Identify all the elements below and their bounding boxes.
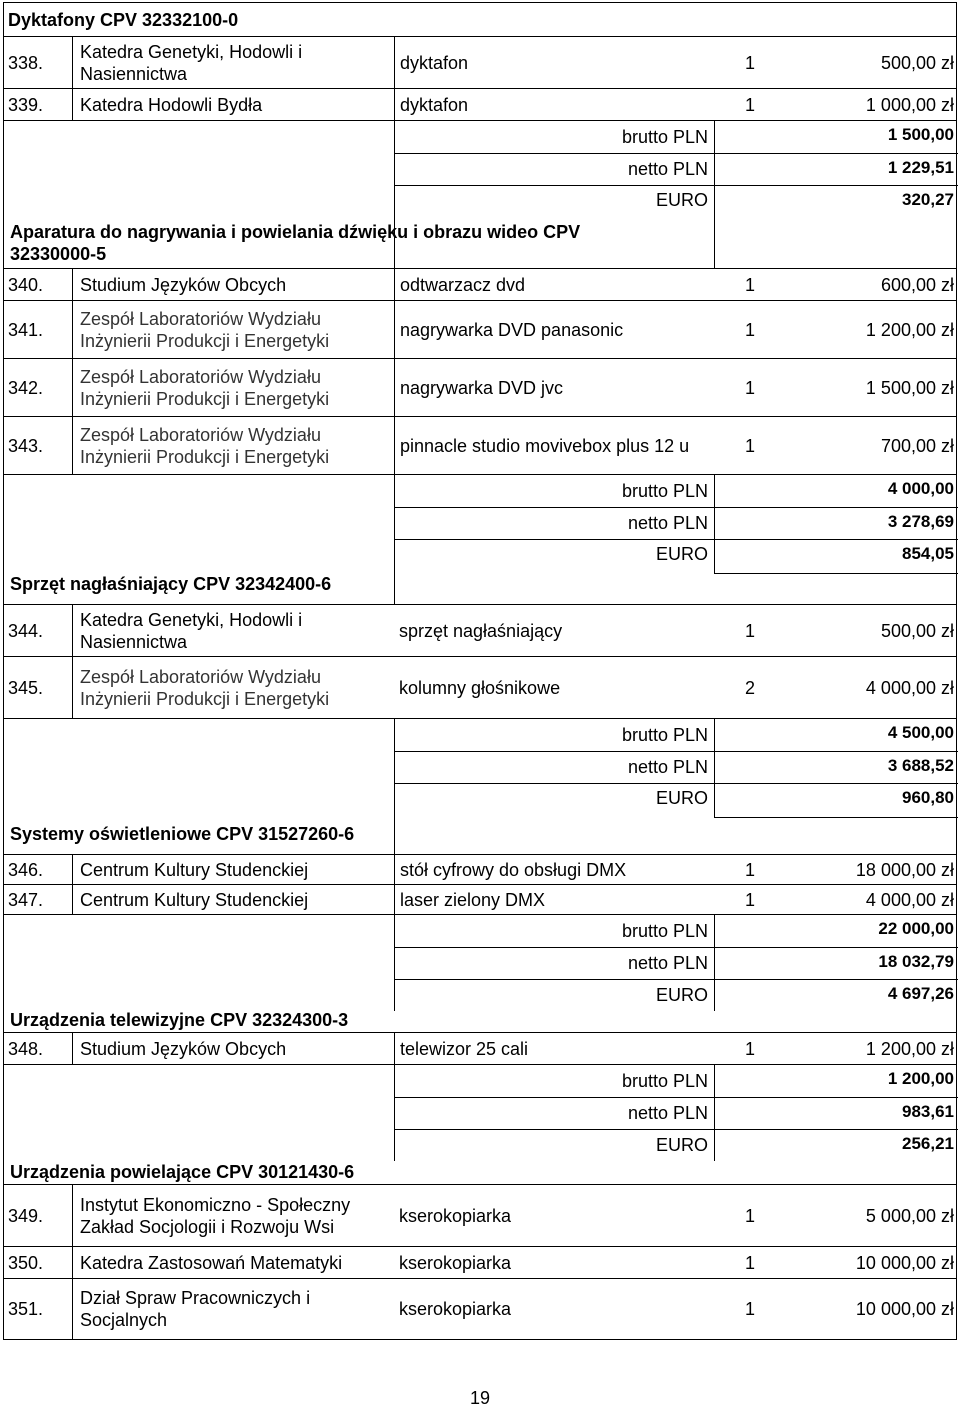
price: 600,00 zł: [880, 274, 954, 295]
quantity: 1: [744, 435, 755, 456]
unit-name: Centrum Kultury Studenckiej: [72, 885, 394, 914]
summary-euro: [394, 979, 958, 1011]
row-number: 344.: [8, 620, 44, 641]
summary-euro: [394, 539, 958, 605]
summary-block: [3, 1064, 957, 1184]
unit-name: Zespół Laboratoriów Wydziału Inżynierii Produkcji i Energetyki: [72, 301, 394, 358]
summary-euro: [394, 783, 958, 855]
summary-brutto: [394, 915, 958, 947]
unit-name: Studium Języków Obcych: [72, 269, 394, 300]
table-row: [3, 656, 957, 718]
brutto-value: 4 000,00: [714, 475, 958, 507]
netto-label: netto PLN: [394, 508, 714, 539]
table-row: [3, 358, 957, 416]
table-row: [3, 88, 957, 120]
section-title: Urządzenia powielające CPV 30121430-6: [10, 1162, 355, 1182]
price: 10 000,00 zł: [855, 1252, 954, 1273]
row-number: 338.: [8, 52, 44, 73]
netto-label: netto PLN: [394, 154, 714, 185]
euro-value: 256,21: [714, 1130, 958, 1161]
section-title: Dyktafony CPV 32332100-0: [8, 10, 239, 30]
unit-name: Katedra Genetyki, Hodowli i Nasiennictwa: [72, 37, 394, 88]
brutto-label: brutto PLN: [394, 915, 714, 947]
euro-value: 960,80: [714, 784, 958, 818]
item-name: laser zielony DMX: [394, 885, 714, 914]
row-number: 343.: [8, 435, 44, 456]
unit-name: Katedra Zastosowań Matematyki: [72, 1247, 394, 1278]
price: 700,00 zł: [880, 435, 954, 456]
item-name: kserokopiarka: [399, 1205, 512, 1226]
euro-label: EURO: [394, 784, 714, 855]
table-row: [3, 1184, 957, 1246]
row-number: 339.: [8, 94, 44, 115]
quantity: 1: [744, 274, 755, 295]
euro-label: EURO: [394, 1130, 714, 1161]
unit-name: Zespół Laboratoriów Wydziału Inżynierii Produkcji i Energetyki: [72, 657, 394, 718]
netto-value: 18 032,79: [714, 948, 958, 979]
item-name: kserokopiarka: [399, 1299, 512, 1319]
item-name: pinnacle studio movivebox plus 12 u: [394, 417, 714, 474]
unit-name: Dział Spraw Pracowniczych i Socjalnych: [72, 1279, 394, 1339]
brutto-label: brutto PLN: [394, 719, 714, 751]
section-header-row: [3, 2, 957, 36]
quantity: 1: [744, 319, 755, 340]
item-name: sprzęt nagłaśniający: [399, 620, 563, 641]
summary-netto: [394, 1097, 958, 1129]
summary-netto: [394, 153, 958, 185]
euro-label: EURO: [394, 980, 714, 1011]
summary-brutto: [394, 475, 958, 507]
price: 1 200,00 zł: [865, 319, 954, 340]
summary-brutto: [394, 719, 958, 751]
summary-block: [3, 120, 957, 268]
row-number: 349.: [8, 1205, 44, 1226]
item-name: odtwarzacz dvd: [394, 269, 714, 300]
netto-label: netto PLN: [394, 752, 714, 783]
item-name: telewizor 25 cali: [394, 1033, 714, 1064]
table-row: [3, 268, 957, 300]
page-number: 19: [469, 1388, 491, 1408]
summary-block: [3, 474, 957, 604]
euro-value: 854,05: [714, 540, 958, 574]
quantity: 2: [744, 677, 755, 698]
quantity: 1: [744, 52, 755, 73]
quantity: 1: [744, 1252, 755, 1273]
table-row: [3, 1032, 957, 1064]
netto-value: 1 229,51: [714, 154, 958, 185]
unit-name: Katedra Hodowli Bydła: [72, 89, 394, 120]
table-row: [3, 1278, 957, 1340]
item-name: dyktafon: [394, 37, 714, 88]
euro-value: 320,27: [714, 186, 958, 269]
row-number: 346.: [8, 859, 44, 880]
price: 18 000,00 zł: [855, 859, 954, 880]
price: 500,00 zł: [880, 620, 954, 641]
summary-brutto: [394, 1065, 958, 1097]
row-number: 350.: [8, 1252, 44, 1273]
netto-value: 983,61: [714, 1098, 958, 1129]
table-row: [3, 884, 957, 914]
quantity: 1: [744, 620, 755, 641]
price: 1 500,00 zł: [865, 377, 954, 398]
item-name: stół cyfrowy do obsługi DMX: [394, 855, 714, 884]
quantity: 1: [744, 889, 755, 910]
brutto-value: 1 200,00: [714, 1065, 958, 1097]
price: 10 000,00 zł: [855, 1299, 954, 1319]
row-number: 340.: [8, 274, 44, 295]
brutto-value: 22 000,00: [714, 915, 958, 947]
table-row: [3, 300, 957, 358]
table-row: [3, 36, 957, 88]
unit-name: Katedra Genetyki, Hodowli i Nasiennictwa: [72, 605, 394, 656]
netto-value: 3 278,69: [714, 508, 958, 539]
price: 4 000,00 zł: [865, 889, 954, 910]
quantity: 1: [744, 859, 755, 880]
price: 5 000,00 zł: [865, 1205, 954, 1226]
row-number: 345.: [8, 677, 44, 698]
netto-label: netto PLN: [394, 1098, 714, 1129]
table-row: [3, 854, 957, 884]
summary-netto: [394, 507, 958, 539]
table-row: [3, 416, 957, 474]
section-title: Urządzenia telewizyjne CPV 32324300-3: [10, 1010, 349, 1030]
unit-name: Centrum Kultury Studenckiej: [72, 855, 394, 884]
price: 500,00 zł: [880, 52, 954, 73]
section-title: Systemy oświetleniowe CPV 31527260-6: [10, 824, 355, 844]
brutto-value: 4 500,00: [714, 719, 958, 751]
item-name: nagrywarka DVD panasonic: [394, 301, 714, 358]
quantity: 1: [744, 1038, 755, 1059]
unit-name: Zespół Laboratoriów Wydziału Inżynierii Produkcji i Energetyki: [72, 359, 394, 416]
section-title: Aparatura do nagrywania i powielania dźwięku i obrazu wideo CPV 32330000-5: [10, 222, 581, 264]
quantity: 1: [744, 1205, 755, 1226]
item-name: kserokopiarka: [399, 1252, 512, 1273]
row-number: 348.: [8, 1038, 44, 1059]
brutto-value: 1 500,00: [714, 121, 958, 153]
section-title: Sprzęt nagłaśniający CPV 32342400-6: [10, 574, 332, 594]
summary-netto: [394, 751, 958, 783]
brutto-label: brutto PLN: [394, 1065, 714, 1097]
table-row: [3, 604, 957, 656]
price: 4 000,00 zł: [865, 677, 954, 698]
brutto-label: brutto PLN: [394, 475, 714, 507]
summary-block: [3, 914, 957, 1032]
quantity: 1: [744, 1299, 755, 1319]
unit-name: Instytut Ekonomiczno - Społeczny Zakład Socjologii i Rozwoju Wsi: [72, 1185, 394, 1246]
row-number: 342.: [8, 377, 44, 398]
euro-label: EURO: [394, 540, 714, 605]
price: 1 000,00 zł: [865, 94, 954, 115]
euro-value: 4 697,26: [714, 980, 958, 1011]
row-number: 351.: [8, 1299, 44, 1319]
summary-euro: [394, 1129, 958, 1161]
item-name: kolumny głośnikowe: [399, 677, 561, 698]
netto-value: 3 688,52: [714, 752, 958, 783]
item-name: dyktafon: [394, 89, 714, 120]
quantity: 1: [744, 377, 755, 398]
summary-block: [3, 718, 957, 854]
netto-label: netto PLN: [394, 948, 714, 979]
brutto-label: brutto PLN: [394, 121, 714, 153]
euro-label: EURO: [394, 186, 714, 269]
quantity: 1: [744, 94, 755, 115]
row-number: 341.: [8, 319, 44, 340]
unit-name: Zespół Laboratoriów Wydziału Inżynierii Produkcji i Energetyki: [72, 417, 394, 474]
row-number: 347.: [8, 889, 44, 910]
unit-name: Studium Języków Obcych: [72, 1033, 394, 1064]
item-name: nagrywarka DVD jvc: [394, 359, 714, 416]
table-row: [3, 1246, 957, 1278]
summary-netto: [394, 947, 958, 979]
price: 1 200,00 zł: [865, 1038, 954, 1059]
summary-brutto: [394, 121, 958, 153]
